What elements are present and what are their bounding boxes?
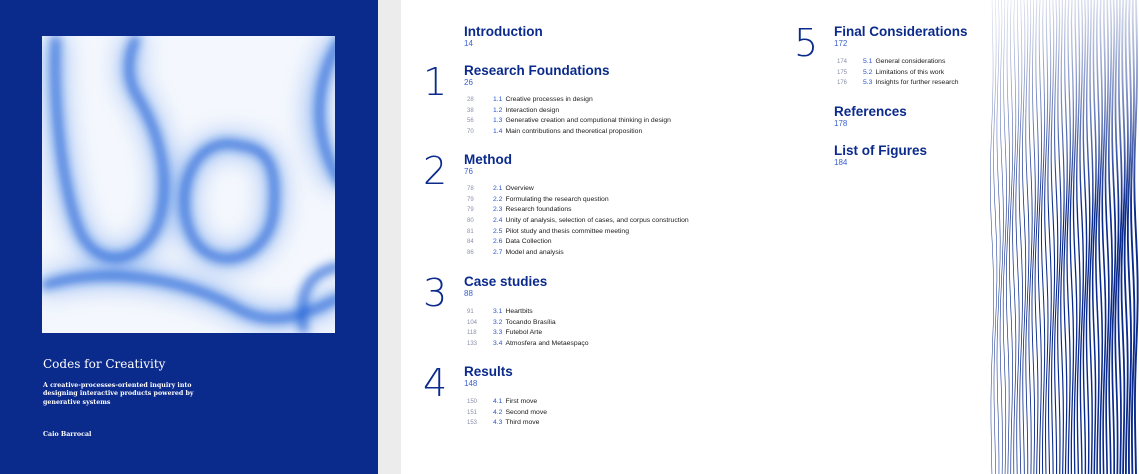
section-number: 3.2 bbox=[493, 318, 503, 326]
toc-section[interactable] bbox=[467, 227, 689, 238]
cover-artwork bbox=[42, 36, 335, 333]
section-page: 78 bbox=[467, 186, 474, 192]
section-number: 1.4 bbox=[493, 128, 503, 136]
section-number: 2.1 bbox=[493, 185, 503, 192]
cover-title: Codes for Creativity bbox=[43, 357, 166, 371]
book-cover bbox=[0, 0, 378, 474]
section-number: 2.7 bbox=[493, 249, 503, 257]
section-title: Atmosfera and Metaespaço bbox=[505, 340, 589, 348]
section-title: Main contributions and theoretical proposition bbox=[505, 128, 643, 136]
section-page: 56 bbox=[467, 118, 474, 125]
section-page: 28 bbox=[467, 97, 474, 103]
toc-section[interactable] bbox=[467, 106, 671, 117]
toc-section[interactable] bbox=[467, 216, 689, 227]
section-number: 5.3 bbox=[863, 79, 873, 87]
chapter-number: 2 bbox=[423, 149, 448, 193]
toc-section[interactable] bbox=[467, 307, 589, 318]
toc-section[interactable] bbox=[467, 195, 689, 206]
page-gutter bbox=[378, 0, 401, 474]
section-number: 2.6 bbox=[493, 238, 503, 246]
section-title: First move bbox=[505, 398, 538, 405]
toc-chapter-2-sections bbox=[467, 184, 689, 259]
toc-section[interactable] bbox=[837, 68, 959, 79]
section-title: Interaction design bbox=[505, 106, 560, 114]
chapter-title: Introduction bbox=[464, 24, 543, 39]
chapter-title: Results bbox=[464, 364, 513, 379]
chapter-number: 1 bbox=[423, 60, 448, 104]
toc-section[interactable] bbox=[467, 116, 671, 127]
section-number: 2.3 bbox=[493, 206, 503, 214]
toc-section[interactable] bbox=[467, 339, 589, 350]
section-number: 4.2 bbox=[493, 408, 503, 416]
toc-chapter-3-sections bbox=[467, 307, 589, 350]
section-number: 2.5 bbox=[493, 227, 503, 235]
cover-subtitle: A creative-processes-oriented inquiry into designing interactive products powered by generative systems bbox=[43, 382, 194, 406]
chapter-title: Final Considerations bbox=[834, 24, 968, 39]
section-number: 5.1 bbox=[863, 58, 873, 65]
toc-chapter-1-sections bbox=[467, 95, 671, 138]
section-title: Futebol Arte bbox=[505, 329, 543, 337]
section-number: 2.2 bbox=[493, 195, 503, 203]
section-page: 133 bbox=[467, 341, 478, 348]
toc-section[interactable] bbox=[467, 237, 689, 248]
toc-section[interactable] bbox=[467, 397, 547, 408]
toc-section[interactable] bbox=[837, 78, 959, 89]
chapter-page: 178 bbox=[834, 119, 848, 128]
section-number: 3.3 bbox=[493, 329, 503, 337]
section-page: 79 bbox=[467, 207, 474, 214]
decorative-stripes bbox=[990, 0, 1139, 474]
section-page: 176 bbox=[837, 80, 848, 87]
section-page: 38 bbox=[467, 107, 474, 114]
toc-section[interactable] bbox=[467, 127, 671, 138]
toc-section[interactable] bbox=[467, 205, 689, 216]
section-title: Creative processes in design bbox=[505, 96, 593, 103]
section-page: 104 bbox=[467, 319, 478, 326]
section-page: 80 bbox=[467, 218, 474, 225]
section-title: Model and analysis bbox=[505, 249, 564, 257]
chapter-page: 76 bbox=[464, 167, 473, 176]
section-title: Unity of analysis, selection of cases, and corpus construction bbox=[505, 217, 689, 225]
section-title: Second move bbox=[505, 408, 548, 416]
section-title: Insights for further research bbox=[875, 79, 959, 87]
chapter-page: 26 bbox=[464, 78, 473, 87]
toc-chapter-4-sections bbox=[467, 397, 547, 429]
section-title: Research foundations bbox=[505, 206, 572, 214]
section-page: 79 bbox=[467, 196, 474, 203]
section-number: 1.3 bbox=[493, 117, 503, 125]
chapter-page: 184 bbox=[834, 158, 848, 167]
section-page: 151 bbox=[467, 409, 478, 416]
chapter-title: Case studies bbox=[464, 274, 548, 289]
section-page: 153 bbox=[467, 420, 478, 427]
chapter-page: 14 bbox=[464, 39, 473, 48]
section-title: Formulating the research question bbox=[505, 195, 609, 203]
chapter-number: 4 bbox=[423, 361, 448, 405]
section-title: Data Collection bbox=[505, 238, 552, 246]
section-number: 2.4 bbox=[493, 217, 503, 225]
toc-section[interactable] bbox=[467, 95, 671, 106]
chapter-title: Research Foundations bbox=[464, 63, 610, 78]
section-page: 70 bbox=[467, 129, 474, 136]
chapter-page: 172 bbox=[834, 39, 848, 48]
chapter-page: 88 bbox=[464, 289, 473, 298]
section-page: 175 bbox=[837, 69, 848, 76]
chapter-number: 5 bbox=[794, 21, 819, 65]
section-number: 3.1 bbox=[493, 308, 503, 315]
cover-author: Caio Barrocal bbox=[43, 431, 92, 438]
toc-section[interactable] bbox=[467, 408, 547, 419]
section-title: General considerations bbox=[875, 58, 946, 65]
toc-chapter-5-sections bbox=[837, 57, 959, 89]
toc-section[interactable] bbox=[467, 418, 547, 429]
section-title: Pilot study and thesis committee meeting bbox=[505, 227, 629, 235]
section-title: Tocando Brasília bbox=[505, 318, 556, 326]
section-number: 5.2 bbox=[863, 68, 873, 76]
chapter-number: 3 bbox=[423, 271, 448, 315]
section-number: 1.1 bbox=[493, 96, 503, 103]
toc-section[interactable] bbox=[467, 248, 689, 259]
chapter-page: 148 bbox=[464, 379, 478, 388]
section-title: Third move bbox=[505, 419, 540, 427]
toc-section[interactable] bbox=[467, 328, 589, 339]
section-page: 91 bbox=[467, 309, 474, 315]
section-page: 150 bbox=[467, 399, 478, 405]
section-number: 3.4 bbox=[493, 340, 503, 348]
chapter-title: Method bbox=[464, 152, 512, 167]
section-page: 81 bbox=[467, 228, 474, 235]
toc-section[interactable] bbox=[467, 184, 689, 195]
section-page: 84 bbox=[467, 239, 474, 246]
section-title: Overview bbox=[505, 185, 534, 192]
section-number: 4.1 bbox=[493, 398, 503, 405]
section-page: 86 bbox=[467, 250, 474, 257]
section-title: Heartbits bbox=[505, 308, 533, 315]
section-number: 1.2 bbox=[493, 106, 503, 114]
toc-section[interactable] bbox=[837, 57, 959, 68]
section-title: Limitations of this work bbox=[875, 68, 945, 76]
section-title: Generative creation and computional thinking in design bbox=[505, 117, 671, 125]
chapter-title: References bbox=[834, 104, 907, 119]
section-page: 174 bbox=[837, 59, 848, 65]
toc-section[interactable] bbox=[467, 318, 589, 329]
section-page: 118 bbox=[467, 330, 477, 337]
section-number: 4.3 bbox=[493, 419, 503, 427]
chapter-title: List of Figures bbox=[834, 143, 928, 158]
